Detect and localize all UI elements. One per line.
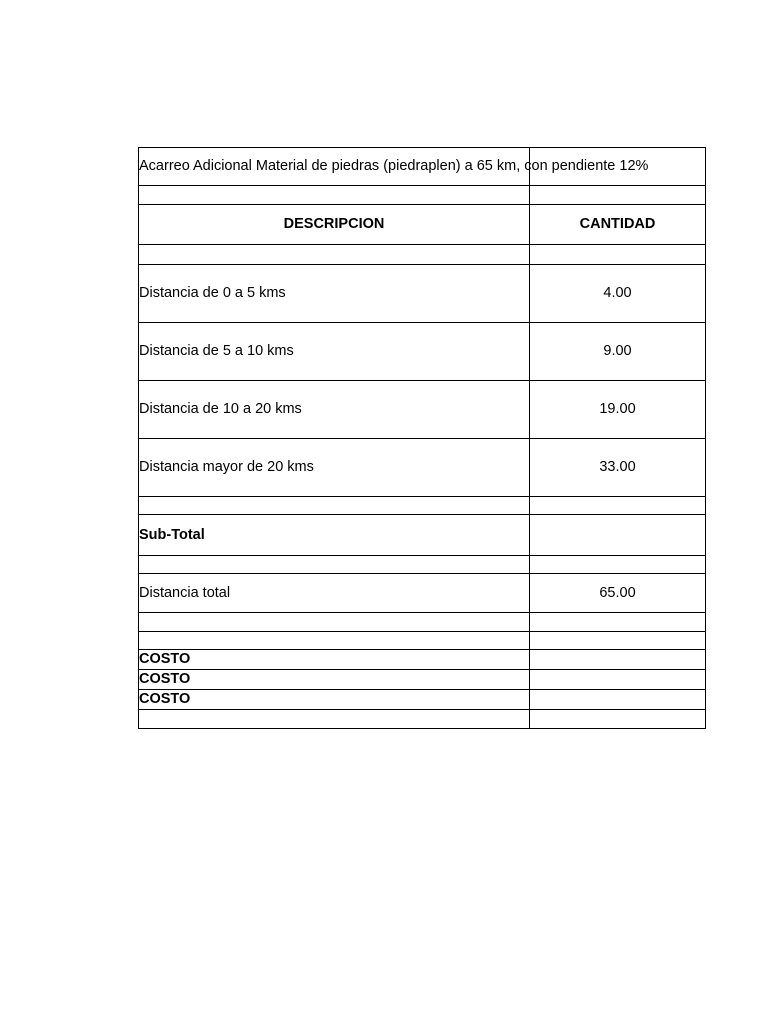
cost-value[interactable]	[530, 650, 706, 670]
cost-row	[139, 670, 706, 690]
empty-cell[interactable]	[139, 186, 530, 205]
blank-row	[139, 556, 706, 574]
item-description[interactable]: Distancia de 5 a 10 kms	[139, 323, 530, 381]
cost-row	[139, 650, 706, 670]
item-description[interactable]: Distancia de 10 a 20 kms	[139, 381, 530, 439]
table-row	[139, 265, 706, 323]
header-quantity[interactable]: CANTIDAD	[530, 205, 706, 245]
cost-label[interactable]: COSTO	[139, 650, 530, 670]
table-row	[139, 323, 706, 381]
total-quantity[interactable]: 65.00	[530, 574, 706, 613]
empty-cell[interactable]	[530, 556, 706, 574]
item-quantity[interactable]: 33.00	[530, 439, 706, 497]
header-description[interactable]: DESCRIPCION	[139, 205, 530, 245]
empty-cell[interactable]	[530, 710, 706, 729]
item-quantity[interactable]: 19.00	[530, 381, 706, 439]
item-description[interactable]: Distancia mayor de 20 kms	[139, 439, 530, 497]
title-cell[interactable]: Acarreo Adicional Material de piedras (piedraplen) a 65 km, con pendiente 12%	[139, 148, 530, 186]
item-quantity[interactable]: 9.00	[530, 323, 706, 381]
table-row	[139, 381, 706, 439]
empty-cell[interactable]	[139, 556, 530, 574]
header-row	[139, 205, 706, 245]
cost-label[interactable]: COSTO	[139, 670, 530, 690]
empty-cell[interactable]	[530, 245, 706, 265]
spreadsheet-table	[138, 147, 706, 729]
item-description[interactable]: Distancia de 0 a 5 kms	[139, 265, 530, 323]
item-quantity[interactable]: 4.00	[530, 265, 706, 323]
table-row	[139, 439, 706, 497]
blank-row	[139, 497, 706, 515]
title-row	[139, 148, 706, 186]
subtotal-value[interactable]	[530, 515, 706, 556]
cost-label[interactable]: COSTO	[139, 690, 530, 710]
empty-cell[interactable]	[139, 613, 530, 632]
subtotal-label[interactable]: Sub-Total	[139, 515, 530, 556]
subtotal-row	[139, 515, 706, 556]
empty-cell[interactable]	[530, 632, 706, 650]
cost-row	[139, 690, 706, 710]
blank-row	[139, 632, 706, 650]
blank-row	[139, 186, 706, 205]
total-row	[139, 574, 706, 613]
empty-cell[interactable]	[139, 632, 530, 650]
cost-value[interactable]	[530, 690, 706, 710]
cost-value[interactable]	[530, 670, 706, 690]
empty-cell[interactable]	[139, 710, 530, 729]
empty-cell[interactable]	[139, 245, 530, 265]
blank-row	[139, 613, 706, 632]
total-label[interactable]: Distancia total	[139, 574, 530, 613]
empty-cell[interactable]	[139, 497, 530, 515]
empty-cell[interactable]	[530, 613, 706, 632]
empty-cell[interactable]	[530, 186, 706, 205]
blank-row	[139, 245, 706, 265]
empty-cell[interactable]	[530, 497, 706, 515]
blank-row	[139, 710, 706, 729]
